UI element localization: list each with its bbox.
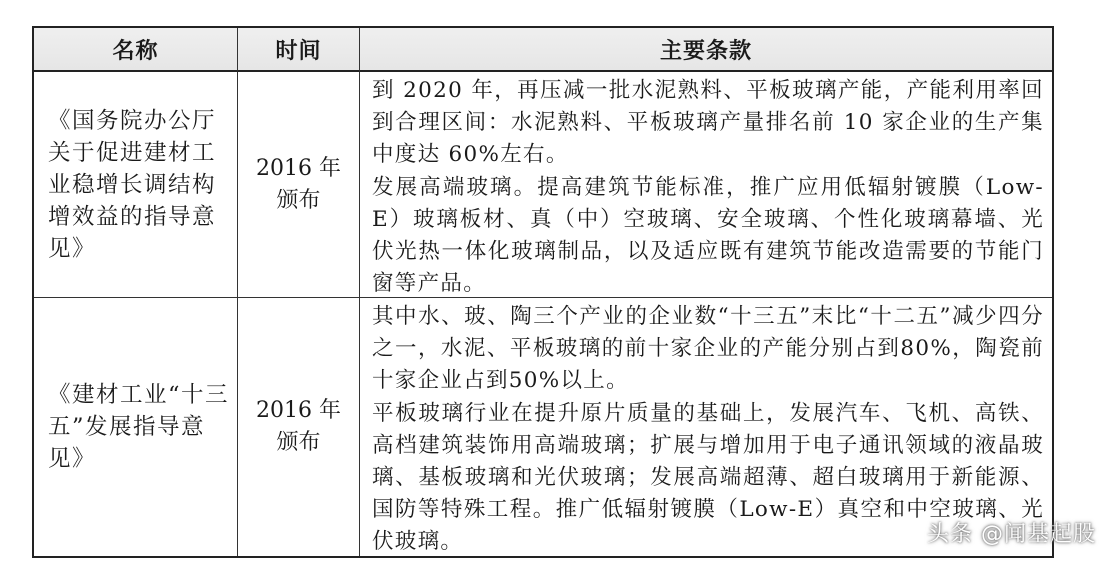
row-1-clause-1: 到 2020 年，再压减一批水泥熟料、平板玻璃产能，产能利用率回到合理区间：水泥熟料、平板玻璃产量排名前 10 家企业的生产集中度达 60%左右。 (372, 78, 1044, 168)
row-2-year: 2016 年 (256, 398, 341, 423)
row-1-clause-2: 发展高端玻璃。提高建筑节能标准，推广应用低辐射镀膜（Low-E）玻璃板材、真（中）空玻璃、安全玻璃、个性化玻璃幕墙、光伏光热一体化玻璃制品，以及适应既有建筑节能改造需要的节能门窗等产品。 (372, 174, 1044, 297)
row-2-clause-2: 平板玻璃行业在提升原片质量的基础上，发展汽车、飞机、高铁、高档建筑装饰用高端玻璃；扩展与增加用于电子通讯领域的液晶玻璃、基板玻璃和光伏玻璃；发展高端超薄、超白玻璃用于新能源、国防等特殊工程。推广低辐射镀膜（Low-E）真空和中空玻璃、光伏玻璃。 (372, 400, 1044, 555)
row-1-name: 《国务院办公厅关于促进建材工业稳增长调结构增效益的指导意见》 (34, 72, 238, 298)
header-time: 时间 (238, 28, 360, 72)
row-1-time (238, 72, 360, 298)
row-1-clauses (360, 72, 1052, 298)
row-1-action: 颁布 (276, 187, 321, 213)
watermark: 头条 @闻基起股 (927, 522, 1096, 547)
header-clauses: 主要条款 (360, 28, 1052, 72)
row-2-clause-1: 其中水、玻、陶三个产业的企业数“十三五”末比“十二五”减少四分之一，水泥、平板玻璃的前十家企业的产能分别占到80%，陶瓷前十家企业占到50%以上。 (372, 304, 1044, 394)
header-name: 名称 (34, 28, 238, 72)
row-2-action: 颁布 (276, 430, 321, 455)
row-1-year: 2016 年 (256, 155, 341, 181)
policy-table (32, 26, 1054, 558)
row-2-name: 《建材工业“十三五”发展指导意见》 (34, 298, 238, 556)
row-2-time (238, 298, 360, 556)
